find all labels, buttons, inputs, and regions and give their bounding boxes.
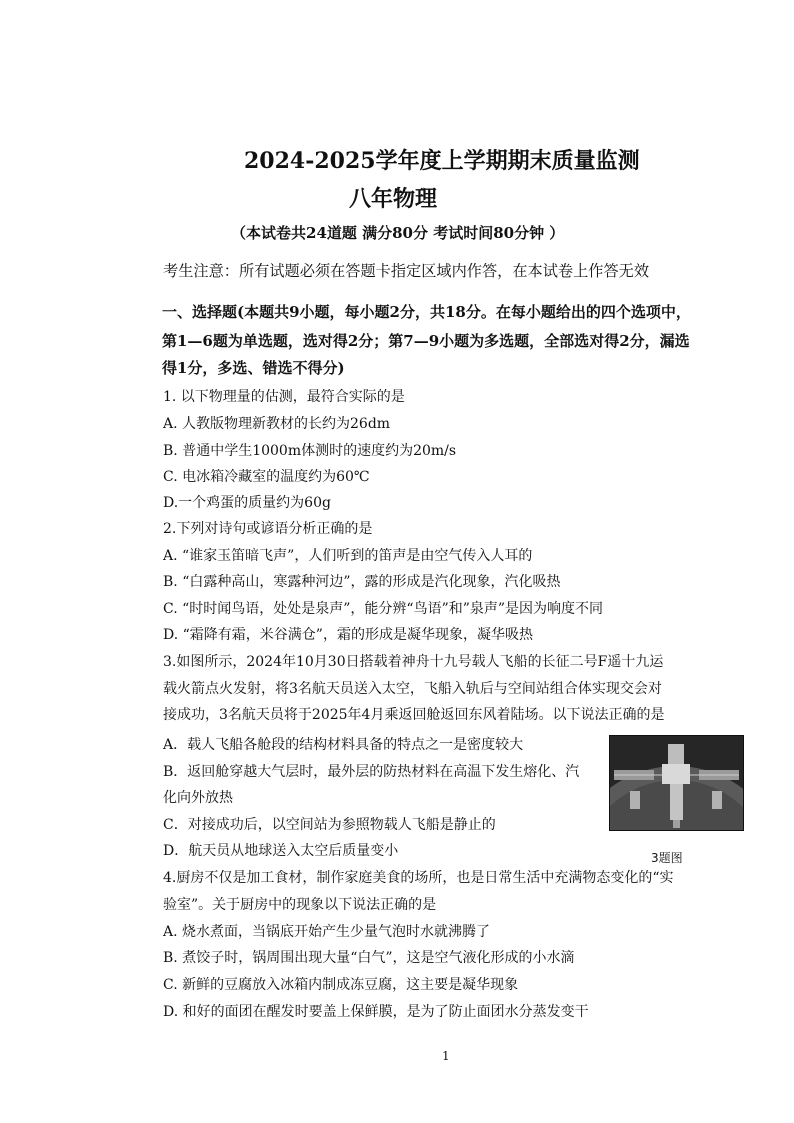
question-stem: 验室”。关于厨房中的现象以下说法正确的是 (163, 897, 437, 913)
question-option: 化向外放热 (163, 790, 233, 806)
figure-caption: 3题图 (651, 851, 683, 865)
question-option: B. “白露种高山，寒露种河边”，露的形成是汽化现象，汽化吸热 (163, 574, 561, 590)
question-option: D.一个鸡蛋的质量约为60g (163, 495, 331, 511)
question-option: C．对接成功后，以空间站为参照物载人飞船是静止的 (163, 817, 496, 833)
question-option: C. 电冰箱冷藏室的温度约为60℃ (163, 469, 370, 485)
question-stem: 4.厨房不仅是加工食材，制作家庭美食的场所，也是日常生活中充满物态变化的“实 (163, 870, 674, 886)
question-option: A. 人教版物理新教材的长约为26dm (163, 416, 391, 432)
exam-subject: 八年物理 (349, 186, 438, 212)
question-stem: 载火箭点火发射，将3名航天员送入太空，飞船入轨后与空间站组合体实现交会对 (163, 681, 662, 697)
question-stem: 1. 以下物理量的估测，最符合实际的是 (163, 389, 405, 405)
question-option: A. 烧水煮面，当锅底开始产生少量气泡时水就沸腾了 (163, 924, 491, 940)
section-instruction-line: 一、选择题(本题共9小题，每小题2分，共18分。在每小题给出的四个选项中， (162, 303, 691, 321)
exam-notice: 考生注意：所有试题必须在答题卡指定区域内作答，在本试卷上作答无效 (163, 262, 649, 280)
exam-title: 2024-2025学年度上学期期末质量监测 (244, 148, 640, 174)
spacecraft-illustration (610, 736, 743, 830)
question-option: A. “谁家玉笛暗飞声”，人们听到的笛声是由空气传入人耳的 (163, 548, 533, 564)
question-option: D．航天员从地球送入太空后质量变小 (163, 843, 399, 859)
question-option: D. “霜降有霜，米谷满仓”，霜的形成是凝华现象，凝华吸热 (163, 627, 533, 643)
section-instruction-line: 得1分，多选、错选不得分) (162, 359, 345, 377)
question-stem: 3.如图所示，2024年10月30日搭载着神舟十九号载人飞船的长征二号F遥十九运 (163, 654, 664, 670)
spacecraft-figure (609, 735, 744, 831)
question-option: C. 新鲜的豆腐放入冰箱内制成冻豆腐，这主要是凝华现象 (163, 977, 519, 993)
question-option: B. 煮饺子时，锅周围出现大量“白气”，这是空气液化形成的小水滴 (163, 950, 575, 966)
question-option: D. 和好的面团在醒发时要盖上保鲜膜，是为了防止面团水分蒸发变干 (163, 1004, 589, 1020)
question-option: C. “时时闻鸟语，处处是泉声”，能分辨“鸟语”和”泉声”是因为响度不同 (163, 601, 604, 617)
question-stem: 接成功，3名航天员将于2025年4月乘返回舱返回东风着陆场。以下说法正确的是 (163, 707, 665, 723)
section-instruction-line: 第1—6题为单选题，选对得2分；第7—9小题为多选题，全部选对得2分，漏选 (162, 332, 690, 350)
exam-info: （本试卷共24道题 满分80分 考试时间80分钟 ） (231, 224, 565, 242)
question-option: B. 普通中学生1000m体测时的速度约为20m/s (163, 443, 457, 459)
question-option: B．返回舱穿越大气层时，最外层的防热材料在高温下发生熔化、汽 (163, 764, 580, 780)
page-number: 1 (442, 1049, 450, 1063)
question-stem: 2.下列对诗句或谚语分析正确的是 (163, 521, 373, 537)
question-option: A．载人飞船各舱段的结构材料具备的特点之一是密度较大 (163, 737, 524, 753)
